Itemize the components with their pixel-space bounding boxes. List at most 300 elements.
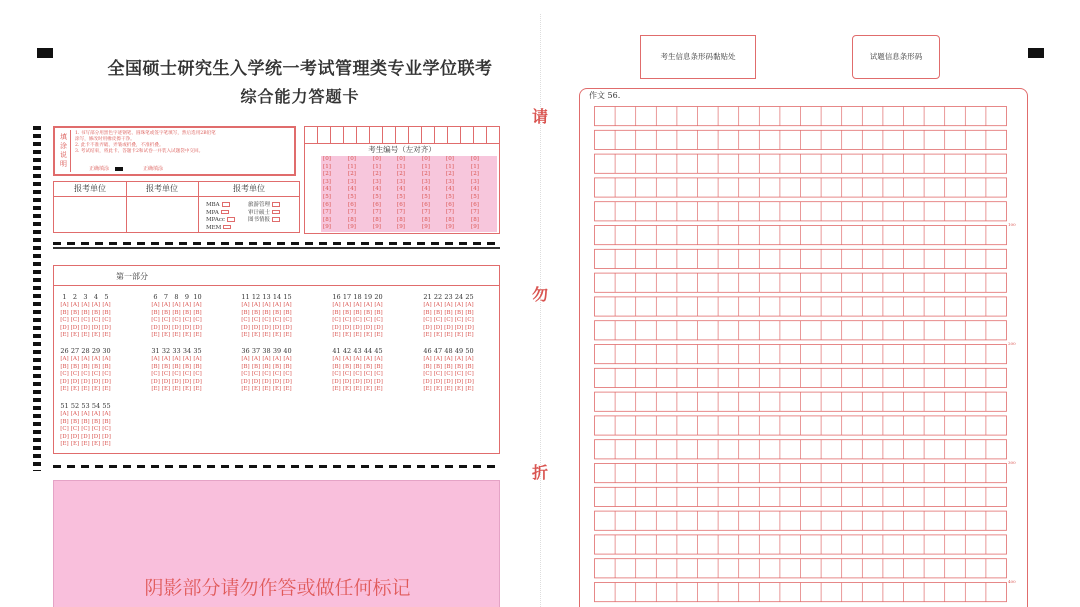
choice-bubble[interactable]: [D] <box>283 378 292 385</box>
choice-bubble[interactable]: [C] <box>342 317 352 323</box>
digit-bubble[interactable]: [4] <box>422 186 430 193</box>
choice-bubble[interactable]: [C] <box>342 371 352 377</box>
choice-bubble[interactable]: [A] <box>91 411 101 417</box>
digit-bubble[interactable]: [5] <box>397 193 405 200</box>
exam-number-cell[interactable] <box>318 127 331 143</box>
choice-bubble[interactable]: [B] <box>91 309 101 316</box>
choice-bubble[interactable]: [C] <box>60 371 69 377</box>
choice-bubble[interactable]: [A] <box>70 302 80 308</box>
digit-bubble[interactable]: [9] <box>422 224 430 231</box>
choice-bubble[interactable]: [D] <box>182 324 192 331</box>
choice-bubble[interactable]: [E] <box>91 332 101 338</box>
choice-bubble[interactable]: [E] <box>70 386 80 392</box>
choice-bubble[interactable]: [B] <box>423 309 432 316</box>
choice-bubble[interactable]: [D] <box>363 378 373 385</box>
choice-bubble[interactable]: [A] <box>161 356 171 362</box>
choice-bubble[interactable]: [A] <box>70 356 80 362</box>
choice-bubble[interactable]: [E] <box>81 386 90 392</box>
option-checkbox[interactable] <box>223 225 231 230</box>
choice-bubble[interactable]: [B] <box>193 363 202 370</box>
choice-bubble[interactable]: [A] <box>251 302 261 308</box>
choice-bubble[interactable]: [D] <box>423 324 432 331</box>
choice-bubble[interactable]: [C] <box>262 371 271 377</box>
choice-bubble[interactable]: [D] <box>363 324 373 331</box>
digit-bubble[interactable]: [3] <box>397 178 405 185</box>
digit-bubble[interactable]: [9] <box>373 224 381 231</box>
choice-bubble[interactable]: [D] <box>465 324 474 331</box>
choice-bubble[interactable]: [E] <box>332 386 341 392</box>
digit-bubble[interactable]: [3] <box>373 178 381 185</box>
exam-number-cell[interactable] <box>383 127 396 143</box>
choice-bubble[interactable]: [E] <box>70 332 80 338</box>
digit-bubble[interactable]: [2] <box>323 171 331 178</box>
digit-bubble[interactable]: [8] <box>422 216 430 223</box>
choice-bubble[interactable]: [A] <box>161 302 171 308</box>
choice-bubble[interactable]: [D] <box>161 378 171 385</box>
digit-bubble[interactable]: [2] <box>471 171 479 178</box>
choice-bubble[interactable]: [E] <box>423 386 432 392</box>
choice-bubble[interactable]: [A] <box>433 356 443 362</box>
choice-bubble[interactable]: [E] <box>272 386 282 392</box>
choice-bubble[interactable]: [E] <box>363 386 373 392</box>
choice-bubble[interactable]: [A] <box>374 302 383 308</box>
choice-bubble[interactable]: [E] <box>342 386 352 392</box>
choice-bubble[interactable]: [B] <box>161 309 171 316</box>
choice-bubble[interactable]: [E] <box>193 332 202 338</box>
choice-bubble[interactable]: [C] <box>465 371 474 377</box>
choice-bubble[interactable]: [A] <box>283 302 292 308</box>
choice-bubble[interactable]: [E] <box>353 332 362 338</box>
choice-bubble[interactable]: [B] <box>272 309 282 316</box>
choice-bubble[interactable]: [D] <box>251 378 261 385</box>
choice-bubble[interactable]: [D] <box>172 324 181 331</box>
choice-bubble[interactable]: [E] <box>423 332 432 338</box>
choice-bubble[interactable]: [A] <box>363 356 373 362</box>
choice-bubble[interactable]: [E] <box>444 332 453 338</box>
exam-number-cell[interactable] <box>305 127 318 143</box>
choice-bubble[interactable]: [C] <box>444 317 453 323</box>
choice-bubble[interactable]: [B] <box>374 363 383 370</box>
choice-bubble[interactable]: [C] <box>363 371 373 377</box>
choice-bubble[interactable]: [B] <box>353 363 362 370</box>
choice-bubble[interactable]: [A] <box>60 411 69 417</box>
choice-bubble[interactable]: [D] <box>91 433 101 440</box>
digit-bubble[interactable]: [8] <box>373 216 381 223</box>
choice-bubble[interactable]: [D] <box>81 433 90 440</box>
choice-bubble[interactable]: [C] <box>70 371 80 377</box>
choice-bubble[interactable]: [B] <box>182 363 192 370</box>
choice-bubble[interactable]: [E] <box>102 441 111 447</box>
choice-bubble[interactable]: [E] <box>465 386 474 392</box>
choice-bubble[interactable]: [B] <box>374 309 383 316</box>
choice-bubble[interactable]: [E] <box>465 332 474 338</box>
choice-bubble[interactable]: [E] <box>193 386 202 392</box>
option-checkbox[interactable] <box>272 210 280 215</box>
choice-bubble[interactable]: [C] <box>60 426 69 432</box>
choice-bubble[interactable]: [A] <box>151 302 160 308</box>
choice-bubble[interactable]: [D] <box>102 324 111 331</box>
choice-bubble[interactable]: [A] <box>444 356 453 362</box>
choice-bubble[interactable]: [D] <box>70 378 80 385</box>
digit-bubble[interactable]: [2] <box>348 171 356 178</box>
digit-bubble[interactable]: [1] <box>348 163 356 170</box>
choice-bubble[interactable]: [B] <box>151 309 160 316</box>
option-checkbox[interactable] <box>272 217 280 222</box>
exam-number-cell[interactable] <box>357 127 370 143</box>
choice-bubble[interactable]: [B] <box>81 309 90 316</box>
choice-bubble[interactable]: [B] <box>70 418 80 425</box>
choice-bubble[interactable]: [B] <box>423 363 432 370</box>
digit-bubble[interactable]: [0] <box>446 156 454 162</box>
choice-bubble[interactable]: [C] <box>102 317 111 323</box>
exam-number-cell[interactable] <box>422 127 435 143</box>
choice-bubble[interactable]: [B] <box>454 363 464 370</box>
choice-bubble[interactable]: [A] <box>102 411 111 417</box>
choice-bubble[interactable]: [E] <box>91 441 101 447</box>
choice-bubble[interactable]: [D] <box>60 433 69 440</box>
choice-bubble[interactable]: [B] <box>353 309 362 316</box>
exam-number-cell[interactable] <box>435 127 448 143</box>
choice-bubble[interactable]: [C] <box>91 371 101 377</box>
choice-bubble[interactable]: [B] <box>172 363 181 370</box>
choice-bubble[interactable]: [A] <box>60 302 69 308</box>
choice-bubble[interactable]: [C] <box>151 317 160 323</box>
choice-bubble[interactable]: [E] <box>332 332 341 338</box>
option-checkbox[interactable] <box>222 202 230 207</box>
choice-bubble[interactable]: [C] <box>172 317 181 323</box>
digit-bubble[interactable]: [6] <box>422 201 430 208</box>
choice-bubble[interactable]: [B] <box>91 363 101 370</box>
digit-bubble[interactable]: [3] <box>348 178 356 185</box>
digit-bubble[interactable]: [0] <box>471 156 479 162</box>
choice-bubble[interactable]: [E] <box>172 386 181 392</box>
digit-bubble[interactable]: [0] <box>422 156 430 162</box>
choice-bubble[interactable]: [E] <box>262 332 271 338</box>
choice-bubble[interactable]: [E] <box>363 332 373 338</box>
choice-bubble[interactable]: [B] <box>193 309 202 316</box>
choice-bubble[interactable]: [D] <box>454 324 464 331</box>
choice-bubble[interactable]: [A] <box>81 356 90 362</box>
choice-bubble[interactable]: [D] <box>60 324 69 331</box>
choice-bubble[interactable]: [A] <box>91 356 101 362</box>
choice-bubble[interactable]: [C] <box>423 371 432 377</box>
digit-bubble[interactable]: [1] <box>397 163 405 170</box>
exam-number-cell[interactable] <box>344 127 357 143</box>
choice-bubble[interactable]: [A] <box>272 356 282 362</box>
exam-number-cell[interactable] <box>448 127 461 143</box>
choice-bubble[interactable]: [D] <box>91 378 101 385</box>
choice-bubble[interactable]: [B] <box>251 363 261 370</box>
digit-bubble[interactable]: [2] <box>422 171 430 178</box>
choice-bubble[interactable]: [D] <box>193 378 202 385</box>
choice-bubble[interactable]: [C] <box>272 371 282 377</box>
digit-bubble[interactable]: [4] <box>471 186 479 193</box>
choice-bubble[interactable]: [B] <box>251 309 261 316</box>
choice-bubble[interactable]: [B] <box>283 309 292 316</box>
choice-bubble[interactable]: [E] <box>60 386 69 392</box>
digit-bubble[interactable]: [2] <box>397 171 405 178</box>
choice-bubble[interactable]: [B] <box>444 309 453 316</box>
choice-bubble[interactable]: [D] <box>353 324 362 331</box>
digit-bubble[interactable]: [8] <box>446 216 454 223</box>
choice-bubble[interactable]: [D] <box>102 378 111 385</box>
choice-bubble[interactable]: [B] <box>342 309 352 316</box>
choice-bubble[interactable]: [C] <box>161 317 171 323</box>
choice-bubble[interactable]: [E] <box>81 332 90 338</box>
digit-bubble[interactable]: [5] <box>373 193 381 200</box>
choice-bubble[interactable]: [D] <box>251 324 261 331</box>
digit-bubble[interactable]: [1] <box>373 163 381 170</box>
choice-bubble[interactable]: [B] <box>151 363 160 370</box>
choice-bubble[interactable]: [B] <box>433 363 443 370</box>
choice-bubble[interactable]: [C] <box>363 317 373 323</box>
choice-bubble[interactable]: [E] <box>60 441 69 447</box>
choice-bubble[interactable]: [C] <box>241 317 250 323</box>
choice-bubble[interactable]: [E] <box>60 332 69 338</box>
choice-bubble[interactable]: [E] <box>151 386 160 392</box>
choice-bubble[interactable]: [B] <box>60 309 69 316</box>
choice-bubble[interactable]: [E] <box>102 332 111 338</box>
choice-bubble[interactable]: [A] <box>102 302 111 308</box>
option-checkbox[interactable] <box>227 217 235 222</box>
choice-bubble[interactable]: [C] <box>193 317 202 323</box>
digit-bubble[interactable]: [7] <box>397 209 405 216</box>
choice-bubble[interactable]: [A] <box>423 302 432 308</box>
digit-bubble[interactable]: [8] <box>323 216 331 223</box>
choice-bubble[interactable]: [A] <box>172 356 181 362</box>
choice-bubble[interactable]: [B] <box>332 309 341 316</box>
digit-bubble[interactable]: [0] <box>373 156 381 162</box>
choice-bubble[interactable]: [C] <box>353 317 362 323</box>
exam-number-cell[interactable] <box>396 127 409 143</box>
choice-bubble[interactable]: [D] <box>151 378 160 385</box>
essay-writing-grid[interactable] <box>594 106 1014 607</box>
digit-bubble[interactable]: [7] <box>373 209 381 216</box>
choice-bubble[interactable]: [C] <box>433 371 443 377</box>
choice-bubble[interactable]: [B] <box>342 363 352 370</box>
choice-bubble[interactable]: [B] <box>60 418 69 425</box>
choice-bubble[interactable]: [D] <box>353 378 362 385</box>
choice-bubble[interactable]: [E] <box>161 332 171 338</box>
choice-bubble[interactable]: [B] <box>91 418 101 425</box>
choice-bubble[interactable]: [A] <box>444 302 453 308</box>
choice-bubble[interactable]: [E] <box>444 386 453 392</box>
choice-bubble[interactable]: [E] <box>241 332 250 338</box>
choice-bubble[interactable]: [A] <box>182 302 192 308</box>
choice-bubble[interactable]: [B] <box>433 309 443 316</box>
choice-bubble[interactable]: [B] <box>60 363 69 370</box>
choice-bubble[interactable]: [D] <box>182 378 192 385</box>
choice-bubble[interactable]: [E] <box>182 386 192 392</box>
digit-bubble[interactable]: [6] <box>471 201 479 208</box>
digit-bubble[interactable]: [5] <box>348 193 356 200</box>
choice-bubble[interactable]: [B] <box>241 363 250 370</box>
choice-bubble[interactable]: [B] <box>332 363 341 370</box>
digit-bubble[interactable]: [7] <box>323 209 331 216</box>
choice-bubble[interactable]: [A] <box>193 302 202 308</box>
choice-bubble[interactable]: [D] <box>342 324 352 331</box>
choice-bubble[interactable]: [D] <box>91 324 101 331</box>
digit-bubble[interactable]: [3] <box>323 178 331 185</box>
choice-bubble[interactable]: [A] <box>241 356 250 362</box>
choice-bubble[interactable]: [D] <box>172 378 181 385</box>
digit-bubble[interactable]: [7] <box>348 209 356 216</box>
choice-bubble[interactable]: [D] <box>161 324 171 331</box>
exam-number-cell[interactable] <box>461 127 474 143</box>
choice-bubble[interactable]: [B] <box>465 363 474 370</box>
digit-bubble[interactable]: [0] <box>348 156 356 162</box>
digit-bubble[interactable]: [2] <box>446 171 454 178</box>
choice-bubble[interactable]: [A] <box>465 356 474 362</box>
choice-bubble[interactable]: [D] <box>81 324 90 331</box>
choice-bubble[interactable]: [A] <box>423 356 432 362</box>
choice-bubble[interactable]: [C] <box>60 317 69 323</box>
choice-bubble[interactable]: [D] <box>465 378 474 385</box>
digit-bubble[interactable]: [7] <box>422 209 430 216</box>
choice-bubble[interactable]: [C] <box>102 426 111 432</box>
choice-bubble[interactable]: [C] <box>423 317 432 323</box>
choice-bubble[interactable]: [C] <box>262 317 271 323</box>
choice-bubble[interactable]: [A] <box>60 356 69 362</box>
digit-bubble[interactable]: [7] <box>471 209 479 216</box>
choice-bubble[interactable]: [B] <box>102 363 111 370</box>
choice-bubble[interactable]: [C] <box>465 317 474 323</box>
choice-bubble[interactable]: [C] <box>454 317 464 323</box>
choice-bubble[interactable]: [D] <box>374 324 383 331</box>
choice-bubble[interactable]: [C] <box>91 426 101 432</box>
choice-bubble[interactable]: [E] <box>182 332 192 338</box>
choice-bubble[interactable]: [D] <box>70 324 80 331</box>
choice-bubble[interactable]: [E] <box>342 332 352 338</box>
choice-bubble[interactable]: [E] <box>454 332 464 338</box>
digit-bubble[interactable]: [1] <box>323 163 331 170</box>
choice-bubble[interactable]: [A] <box>262 302 271 308</box>
choice-bubble[interactable]: [C] <box>353 371 362 377</box>
choice-bubble[interactable]: [A] <box>454 356 464 362</box>
choice-bubble[interactable]: [D] <box>444 324 453 331</box>
digit-bubble[interactable]: [2] <box>373 171 381 178</box>
choice-bubble[interactable]: [D] <box>342 378 352 385</box>
digit-bubble[interactable]: [0] <box>397 156 405 162</box>
exam-number-cell[interactable] <box>487 127 499 143</box>
choice-bubble[interactable]: [C] <box>70 317 80 323</box>
digit-bubble[interactable]: [3] <box>446 178 454 185</box>
digit-bubble[interactable]: [8] <box>471 216 479 223</box>
choice-bubble[interactable]: [E] <box>151 332 160 338</box>
choice-bubble[interactable]: [C] <box>161 371 171 377</box>
digit-bubble[interactable]: [4] <box>348 186 356 193</box>
digit-bubble[interactable]: [5] <box>422 193 430 200</box>
choice-bubble[interactable]: [D] <box>423 378 432 385</box>
choice-bubble[interactable]: [B] <box>161 363 171 370</box>
choice-bubble[interactable]: [C] <box>332 317 341 323</box>
choice-bubble[interactable]: [A] <box>465 302 474 308</box>
choice-bubble[interactable]: [B] <box>102 309 111 316</box>
choice-bubble[interactable]: [A] <box>81 302 90 308</box>
choice-bubble[interactable]: [A] <box>262 356 271 362</box>
choice-bubble[interactable]: [C] <box>172 371 181 377</box>
choice-bubble[interactable]: [A] <box>363 302 373 308</box>
choice-bubble[interactable]: [E] <box>70 441 80 447</box>
choice-bubble[interactable]: [A] <box>91 302 101 308</box>
choice-bubble[interactable]: [C] <box>241 371 250 377</box>
choice-bubble[interactable]: [C] <box>81 426 90 432</box>
choice-bubble[interactable]: [B] <box>454 309 464 316</box>
digit-bubble[interactable]: [5] <box>471 193 479 200</box>
digit-bubble[interactable]: [7] <box>446 209 454 216</box>
choice-bubble[interactable]: [A] <box>332 302 341 308</box>
digit-bubble[interactable]: [5] <box>323 193 331 200</box>
choice-bubble[interactable]: [D] <box>151 324 160 331</box>
choice-bubble[interactable]: [E] <box>374 332 383 338</box>
choice-bubble[interactable]: [C] <box>374 317 383 323</box>
choice-bubble[interactable]: [B] <box>465 309 474 316</box>
choice-bubble[interactable]: [C] <box>91 317 101 323</box>
choice-bubble[interactable]: [C] <box>374 371 383 377</box>
choice-bubble[interactable]: [E] <box>241 386 250 392</box>
choice-bubble[interactable]: [A] <box>70 411 80 417</box>
choice-bubble[interactable]: [A] <box>272 302 282 308</box>
choice-bubble[interactable]: [C] <box>454 371 464 377</box>
choice-bubble[interactable]: [D] <box>374 378 383 385</box>
choice-bubble[interactable]: [E] <box>433 386 443 392</box>
choice-bubble[interactable]: [A] <box>241 302 250 308</box>
digit-bubble[interactable]: [9] <box>397 224 405 231</box>
choice-bubble[interactable]: [C] <box>193 371 202 377</box>
choice-bubble[interactable]: [B] <box>102 418 111 425</box>
choice-bubble[interactable]: [D] <box>241 324 250 331</box>
choice-bubble[interactable]: [E] <box>353 386 362 392</box>
digit-bubble[interactable]: [9] <box>471 224 479 231</box>
choice-bubble[interactable]: [B] <box>272 363 282 370</box>
choice-bubble[interactable]: [A] <box>332 356 341 362</box>
choice-bubble[interactable]: [B] <box>70 363 80 370</box>
choice-bubble[interactable]: [C] <box>102 371 111 377</box>
choice-bubble[interactable]: [D] <box>241 378 250 385</box>
choice-bubble[interactable]: [D] <box>272 378 282 385</box>
digit-bubble[interactable]: [6] <box>323 201 331 208</box>
choice-bubble[interactable]: [A] <box>353 302 362 308</box>
choice-bubble[interactable]: [E] <box>374 386 383 392</box>
choice-bubble[interactable]: [E] <box>454 386 464 392</box>
choice-bubble[interactable]: [B] <box>81 363 90 370</box>
choice-bubble[interactable]: [A] <box>182 356 192 362</box>
choice-bubble[interactable]: [A] <box>342 302 352 308</box>
choice-bubble[interactable]: [D] <box>70 433 80 440</box>
choice-bubble[interactable]: [E] <box>102 386 111 392</box>
choice-bubble[interactable]: [A] <box>374 356 383 362</box>
choice-bubble[interactable]: [E] <box>161 386 171 392</box>
choice-bubble[interactable]: [C] <box>81 371 90 377</box>
choice-bubble[interactable]: [C] <box>182 371 192 377</box>
digit-bubble[interactable]: [5] <box>446 193 454 200</box>
choice-bubble[interactable]: [B] <box>81 418 90 425</box>
choice-bubble[interactable]: [B] <box>172 309 181 316</box>
choice-bubble[interactable]: [C] <box>444 371 453 377</box>
choice-bubble[interactable]: [C] <box>433 317 443 323</box>
choice-bubble[interactable]: [E] <box>172 332 181 338</box>
choice-bubble[interactable]: [A] <box>193 356 202 362</box>
choice-bubble[interactable]: [E] <box>283 332 292 338</box>
digit-bubble[interactable]: [6] <box>373 201 381 208</box>
exam-number-cell[interactable] <box>409 127 422 143</box>
exam-number-write-cells[interactable] <box>305 127 499 144</box>
digit-bubble[interactable]: [4] <box>397 186 405 193</box>
choice-bubble[interactable]: [E] <box>251 332 261 338</box>
digit-bubble[interactable]: [8] <box>348 216 356 223</box>
choice-bubble[interactable]: [A] <box>454 302 464 308</box>
exam-number-cell[interactable] <box>331 127 344 143</box>
